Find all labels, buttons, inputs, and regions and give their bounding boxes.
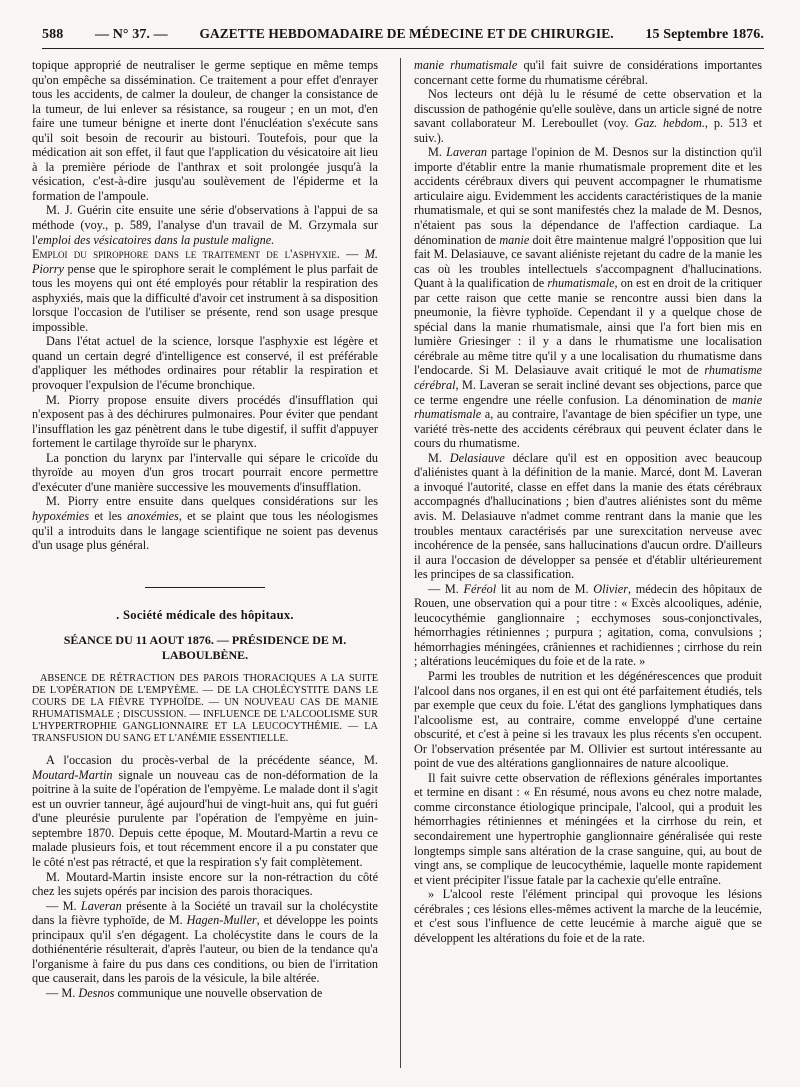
column-divider [400,58,401,1068]
paragraph: M. J. Guérin cite ensuite une série d'observations à l'appui de sa méthode (voy., p. 589, l'analyse d'un travail de M. Grzymala sur l'emploi des vésicatoires dans la pustule maligne. [32,203,378,247]
session-heading: SÉANCE DU 11 AOUT 1876. — PRÉSIDENCE DE M. LABOULBÈNE. [63,632,347,662]
paragraph: Dans l'état actuel de la science, lorsque l'asphyxie est légère et quand un certain degré d'intelligence est conservé, il est préférable d'appliquer les méthodes ordinaires pour rétablir la respiration et provoquer l'expulsion de l'écume bronchique. [32,334,378,393]
paragraph: M. Piorry entre ensuite dans quelques considérations sur les hypoxémies et les anoxémies, et se plaint que tous les néologismes qu'il a introduits dans le langage scientifique ne soient pas devenus d'un usage plus général. [32,494,378,553]
page-number: 588 [42,27,64,42]
paragraph: A l'occasion du procès-verbal de la précédente séance, M. Moutard-Martin signale un nouveau cas de non-déformation de la poitrine à la suite de l'opération de l'empyème. Le malade dont il s'agit est un ouvrier tanneur, âgé aujourd'hui de vingt-huit ans, qui fut guéri d'une pleurésie purulente par l'opération de l'empyème en juin-septembre 1870. Depuis cette époque, M. Moutard-Martin a revu ce malade plusieurs fois, et tout récemment encore il a pu constater que le côté n'est pas rétracté, et que la respiration s'y fait complètement. [32,753,378,869]
paragraph: M. Moutard-Martin insiste encore sur la non-rétraction du côté chez les sujets opérés par incision des parois thoraciques. [32,869,378,899]
paragraph: — M. Féréol lit au nom de M. Olivier, médecin des hôpitaux de Rouen, une observation qui a pour titre : « Excès alcooliques, adénie, leucocythémie ganglionnaire ; ecchymoses sous-conjonctivales, hémorrhagies rétiniennes ; purpura ; agitation, coma, convulsions ; hémorrhagies méningées, crâniennes et rachidiennes ; cirrhose du rein ; altérations leucémiques du foie et de la rate. » [414,581,762,669]
paragraph: — M. Desnos communique une nouvelle observation de [46,985,323,1000]
issue-number: — N° 37. — [95,27,168,42]
paragraph: La ponction du larynx par l'intervalle qui sépare le cricoïde du thyroïde au moyen d'un gros trocart pourrait encore permettre d'exécuter d'une manière successive les mouvements d'insufflation. [32,450,378,494]
paragraph: — M. Laveran présente à la Société un travail sur la cholécystite dans la fièvre typhoïde, de M. Hagen-Muller, et développe les points principaux qu'il s'en dégagent. La cholécystite dans le cours de la dothiénentérie résulterait, d'après l'auteur, ou bien de la tendance qu'a l'organisme à faire du pus dans ces conditions, ou bien de l'irritation que causerait, dans les parois de la vésicule, la bile altérée. [32,898,378,986]
paragraph: M. Piorry propose ensuite divers procédés d'insufflation qui n'exposent pas à des déchirures pulmonaires. Pour éviter que pendant l'insufflation les gaz pénètrent dans le tube digestif, il suffit d'appuyer fortement le cartilage thyroïde sur le pharynx. [32,392,378,451]
session-summary: ABSENCE DE RÉTRACTION DES PAROIS THORACIQUES A LA SUITE DE L'OPÉRATION DE L'EMPYÈME. — DE LA CHOLÉCYSTITE DANS LE COURS DE LA FIÈVRE TYPHOÏDE. — UN NOUVEAU CAS DE MANIE RHUMATISMALE ; DISCUSSION. — INFLUENCE DE L'ALCOOLISME SUR L'HYPERTROPHIE GANGLIONNAIRE ET LA LEUCOCYTHÉMIE. — LA TRANSFUSION DU SANG ET L'ANÉMIE ESSENTIELLE. [32,672,378,745]
header-rule [42,48,764,49]
paragraph: manie rhumatismale qu'il fait suivre de considérations importantes concernant cette forme du rhumatisme cérébral. [414,58,762,87]
issue-date: 15 Septembre 1876. [645,27,764,42]
paragraph: Il fait suivre cette observation de réflexions générales importantes et termine en disant : « En résumé, nous avons eu chez notre malade, comme circonstance étiologique principale, l'alcool, qui a produit les hémorrhagies rétiniennes et méningées et la cirrhose du rein, et secondairement une hypertrophie ganglionnaire généralisée qui reste longtemps simple sans altération de la crase sanguine, qui, au bout de vingt ans, se complique de leucocythémie, laquelle monte rapidement et vient précipiter l'issue fatale par la cachexie qu'elle entraîne. [414,770,762,887]
paragraph: topique approprié de neutraliser le germe septique en même temps qu'on empêche sa dissémination. Ce traitement a pour effet d'enrayer tous les accidents, de calmer la douleur, de changer la consistance de la tumeur, de lui enlever sa résistance, sa rougeur ; en un mot, d'en faire une tumeur bénigne et inerte dont l'énucléation s'exécute sans qu'il soit besoin de recourir au bistouri. Toutefois, pour que la médication ait son effet, il faut que l'application du vésicatoire ait lieu à la première période de l'anthrax et soit prolongée jusqu'à la vésication, c'est-à-dire jusqu'au soulèvement de l'épiderme et la formation de l'ampoule. [32,58,378,203]
paragraph: » L'alcool reste l'élément principal qui provoque les lésions cérébrales ; ces lésions elles-mêmes activent la marche de la leucémie, et c'est sous l'influence de cette leucémie à marche aiguë que se développent les altérations du foie et de la rate. [414,887,762,945]
journal-title: GAZETTE HEBDOMADAIRE DE MÉDECINE ET DE CHIRURGIE. [199,26,614,41]
section-separator [145,587,265,588]
subsection-heading: Emploi du spirophore dans le traitement de l'asphyxie. [32,247,340,262]
paragraph: Emploi du spirophore dans le traitement de l'asphyxie. — M. Piorry pense que le spirophore serait le complément le plus parfait de tous les moyens qui ont été employés pour rétablir la respiration des asphyxiés, mais que la difficulté d'avoir cet instrument à sa disposition lorsque l'occasion de l'utiliser se présente, rend son usage presque impossible. [32,247,378,334]
right-column [414,58,762,1078]
paragraph: Nos lecteurs ont déjà lu le résumé de cette observation et la discussion de pathogénie qu'elle soulève, dans un article signé de notre savant collaborateur M. Lereboullet (voy. Gaz. hebdom., p. 513 et suiv.). [414,87,762,145]
paragraph: M. Laveran partage l'opinion de M. Desnos sur la distinction qu'il importe d'établir entre la manie rhumatismale proprement dite et les accidents cérébraux divers qui peuvent accompagner le rhumatisme articulaire aigu. Evidemment les accidents caractéristiques de la manie rhumatismale, et qui se sont manifestés chez la malade de M. Desnos, n'étaient pas sous la dépendance de l'affection cardiaque. La dénomination de manie doit être maintenue malgré l'opposition que lui fait M. Delasiauve, ce savant aliéniste rejetant du cadre de la manie les cas où les troubles intellectuels s'accompagnent d'hallucinations. Quant à la qualification de rhumatismale, on est en droit de la critiquer par cette raison que cette manie se rencontre aussi bien dans la pneumonie, la fièvre typhoïde. Cependant il y a quelque chose de spécial dans la manie rhumatismale, ainsi que l'a fort bien mis en lumière Griesinger : il y a dans le rhumatisme une localisation cérébrale au même titre qu'il y a une localisation du rhumatisme dans l'endocarde. Si M. Delasiauve avait critiqué le mot de rhumatisme cérébral, M. Laveran se serait incliné devant ses objections, parce que ce terme engendre une réelle confusion. La dénomination de manie rhumatismale a, au contraire, l'avantage de bien spécifier un type, une variété très-nette des accidents cérébraux qui peuvent éclater dans le cours du rhumatisme. [414,145,762,451]
paragraph: M. Delasiauve déclare qu'il est en opposition avec beaucoup d'aliénistes quant à la définition de la manie. Marcé, dont M. Laveran a invoqué l'autorité, classe en effet dans la manie des états cérébraux accompagnés d'hallucinations ; bien d'autres aliénistes sont du même avis. M. Delasiauve n'admet comme rentrant dans la manie que les troubles mentaux caractérisés par une surexcitation nerveuse avec incohérence de la pensée, sans hallucinations d'aucun ordre. D'ailleurs il aura l'occasion de développer sa pensée et d'établir ultérieurement les principes de sa classification. [414,450,762,582]
paragraph: Parmi les troubles de nutrition et les dégénérescences que produit l'alcool dans nos organes, il en est qui ont été parfaitement étudiés, tels par exemple que ceux du foie. L'état des ganglions lymphatiques dans l'alcoolisme est, au contraire, comme enveloppé d'une certaine obscurité, et c'est à peine si les travaux les plus récents s'en occupent. Or l'observation présentée par M. Ollivier est surtout intéressante au point de vue des altérations ganglionnaires de nature alcoolique. [414,668,762,771]
running-header [42,26,764,48]
left-column [32,58,378,1078]
section-heading: . Société médicale des hôpitaux. [116,607,294,622]
